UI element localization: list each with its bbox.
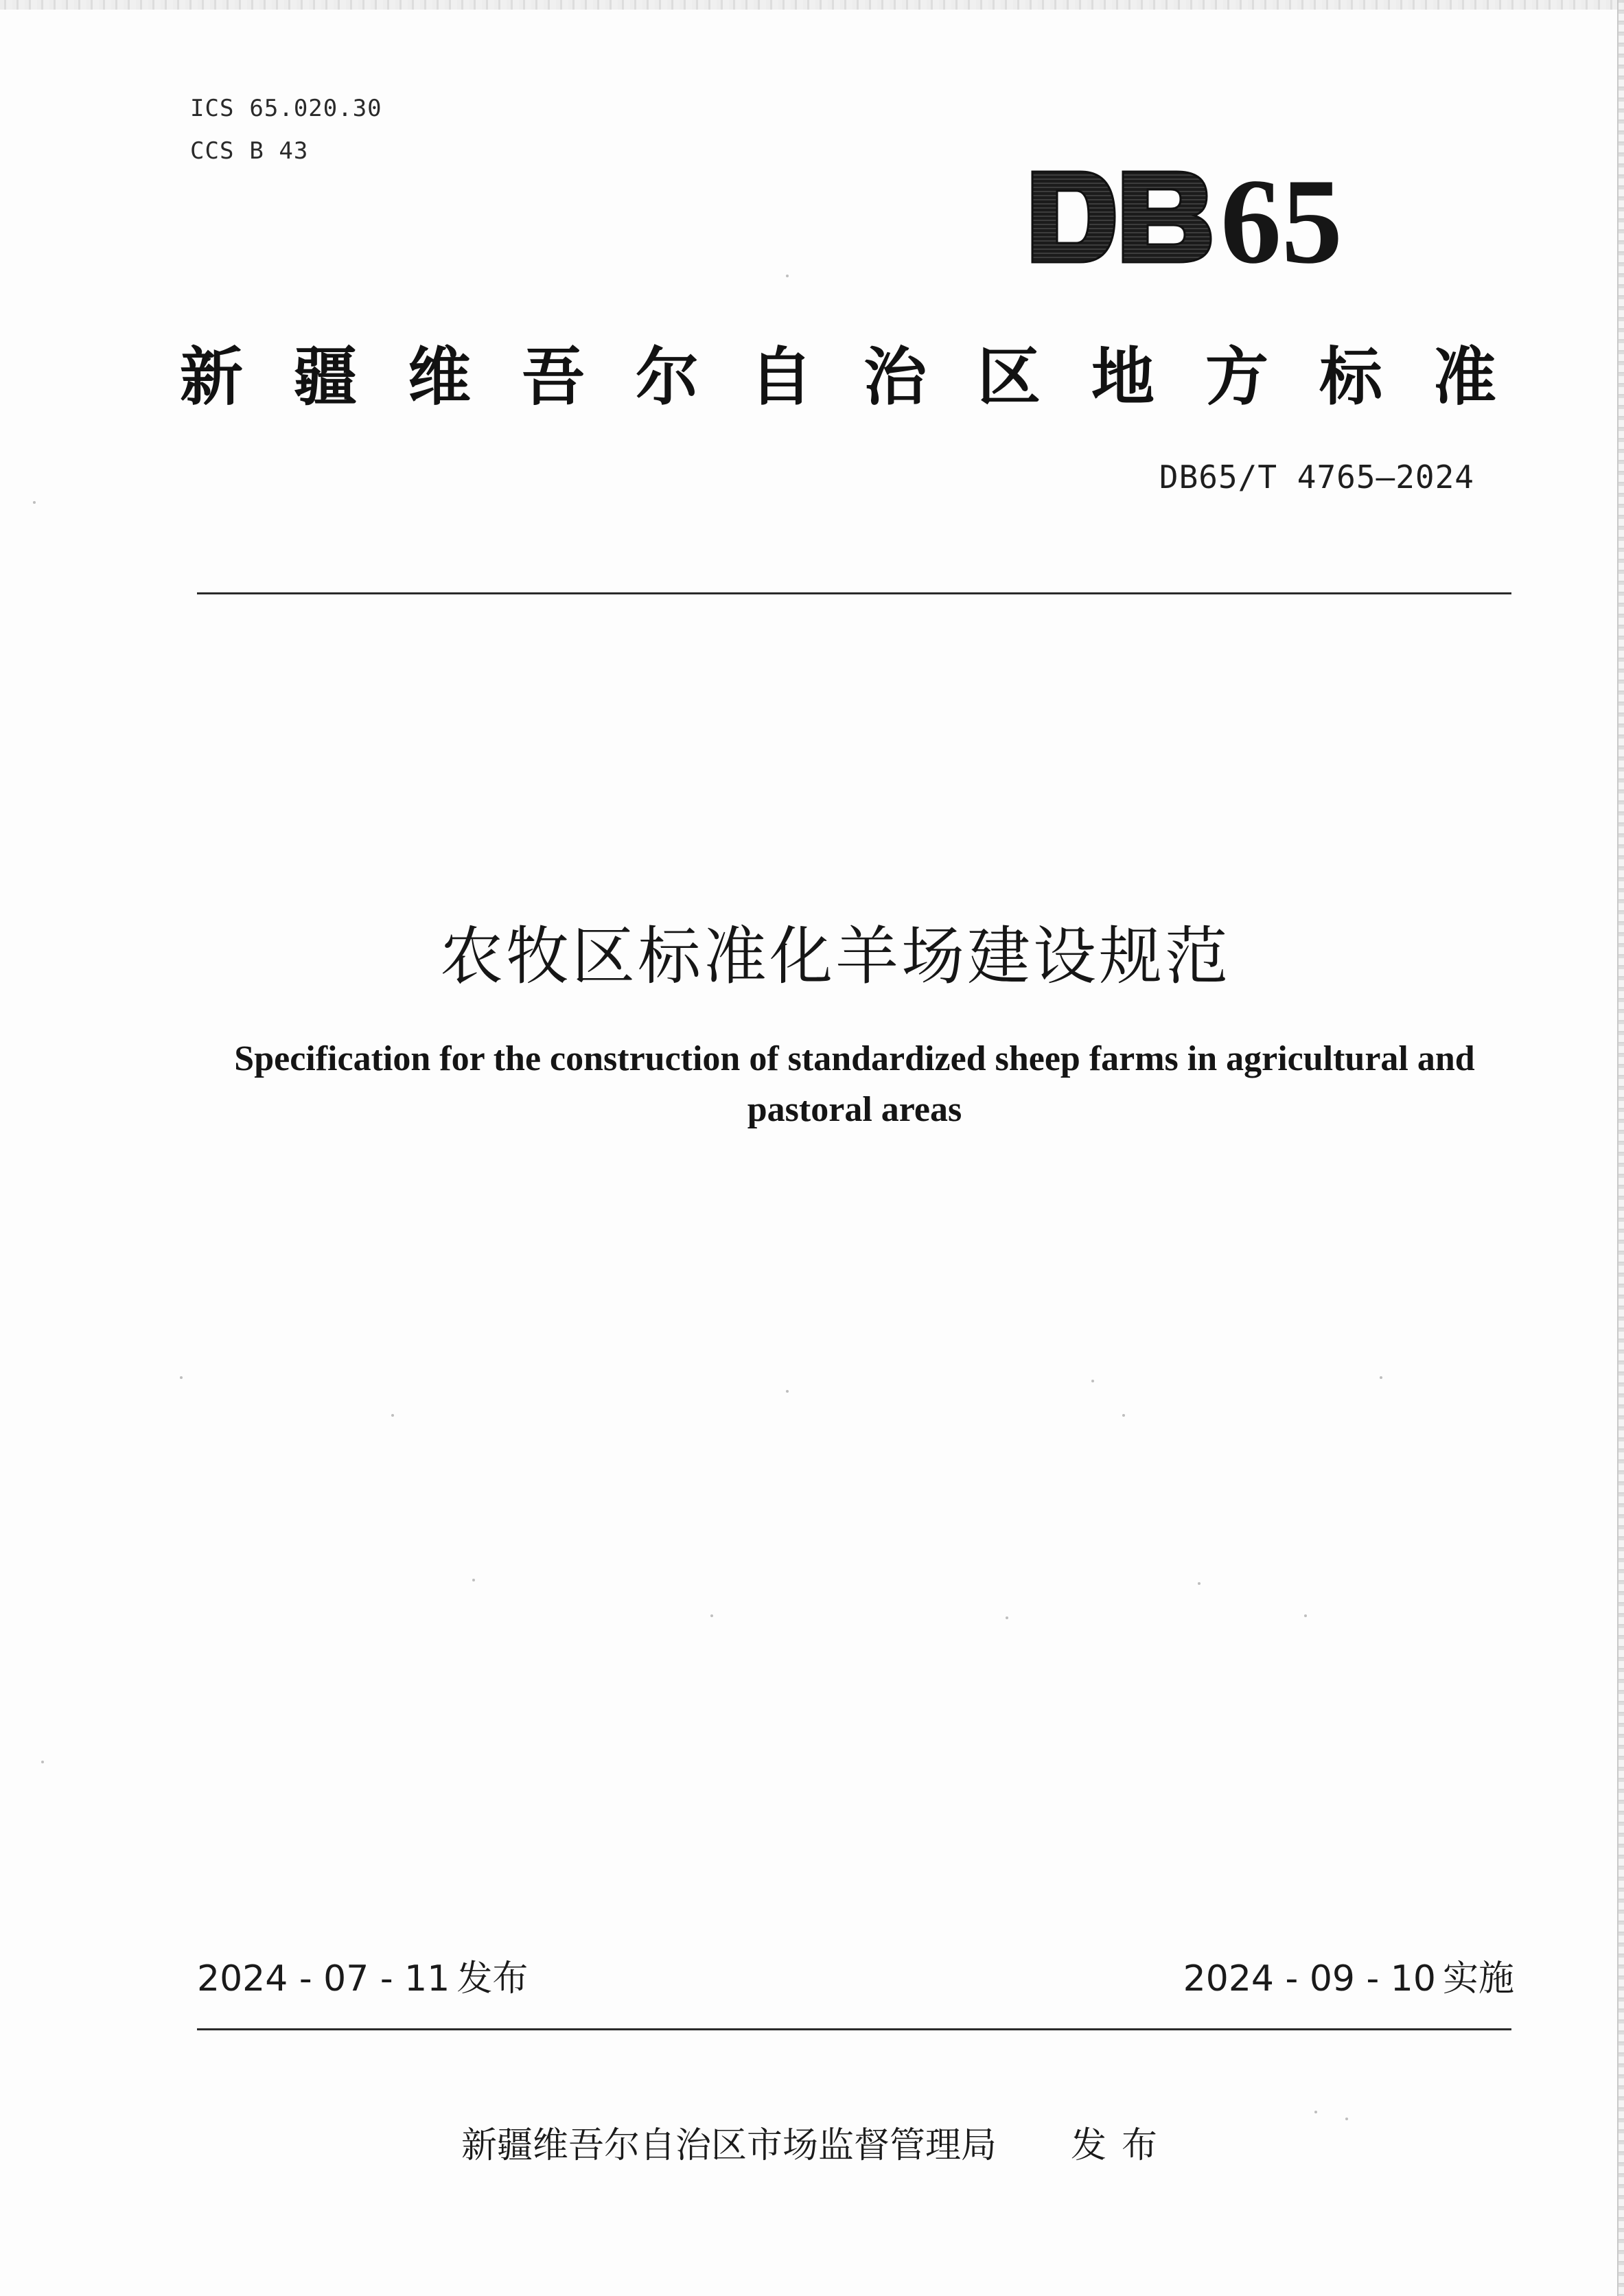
chinese-title: [0, 906, 1624, 997]
ics-label: ICS: [190, 95, 235, 122]
scan-speck: [786, 275, 789, 277]
scan-speck: [710, 1614, 713, 1617]
scan-speck: [1380, 1376, 1382, 1379]
implement-date: 2024 - 09 - 10: [1183, 1958, 1436, 1999]
db65-logo: [1027, 162, 1391, 272]
scan-speck: [41, 1761, 44, 1763]
bottom-divider: [197, 2028, 1511, 2030]
standard-type-heading: 新疆维吾尔自治区地方标准: [180, 340, 1548, 414]
publish-label: 发布: [456, 1958, 529, 1999]
scan-speck: [1304, 1614, 1307, 1617]
publish-date-row: [197, 1949, 528, 2001]
implement-label: 实施: [1442, 1958, 1514, 1999]
ccs-classification: [190, 137, 308, 165]
scan-speck: [786, 1390, 789, 1393]
issuer-action: 发布: [1071, 2125, 1173, 2166]
scan-speck: [1006, 1616, 1008, 1619]
scan-speck: [1198, 1582, 1200, 1585]
scan-speck: [1122, 1414, 1125, 1417]
issuer-name: 新疆维吾尔自治区市场监督管理局: [461, 2125, 997, 2166]
scan-speck: [1091, 1380, 1094, 1382]
standard-number: DB65/T 4765—2024: [1159, 459, 1474, 496]
ccs-label: CCS: [190, 137, 235, 165]
ics-classification: [190, 95, 382, 122]
top-divider: [197, 592, 1511, 594]
chinese-title-text: 农牧区标准化羊场建设规范: [439, 920, 1231, 993]
scan-speck: [391, 1414, 394, 1417]
implement-date-row: [1183, 1949, 1514, 2001]
scan-speck: [1314, 2111, 1317, 2113]
issuing-authority: [461, 2116, 1172, 2168]
scan-speck: [1345, 2118, 1348, 2120]
ccs-code: B 43: [249, 137, 309, 165]
scan-edge-top: [0, 0, 1624, 10]
svg-text:65: 65: [1220, 162, 1343, 272]
ics-code: 65.020.30: [249, 95, 382, 122]
scan-speck: [33, 501, 36, 504]
scan-edge-line: [1617, 0, 1619, 2296]
publish-date: 2024 - 07 - 11: [197, 1958, 450, 1999]
english-title: Specification for the construction of standardized sheep farms in agricultural and pastoral areas: [234, 1039, 1475, 1129]
scan-speck: [180, 1376, 183, 1379]
scan-speck: [472, 1579, 475, 1581]
